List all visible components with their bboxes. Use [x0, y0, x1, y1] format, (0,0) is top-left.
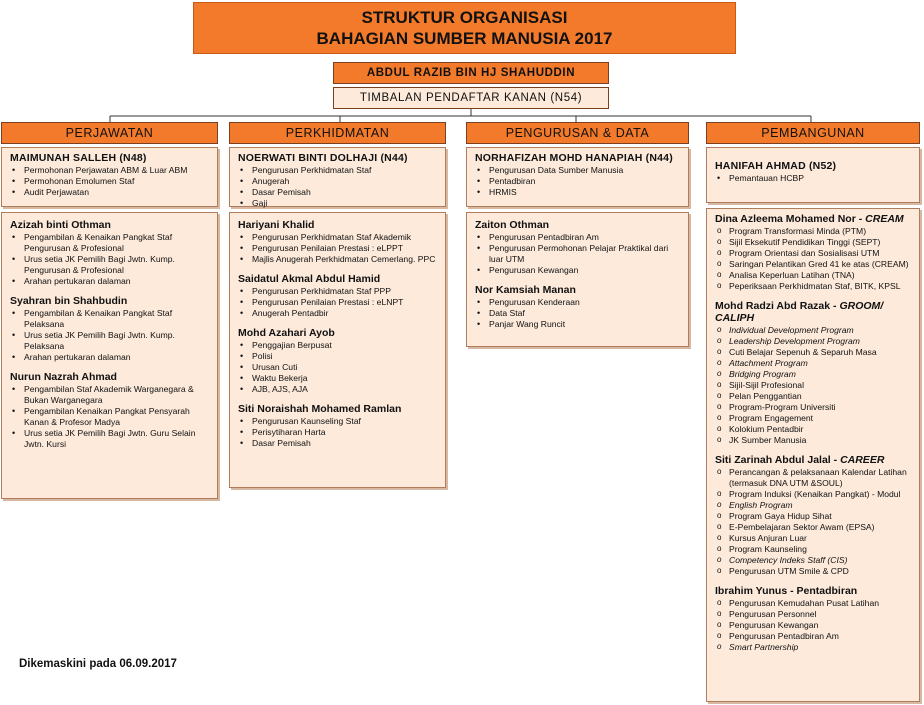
task-item: o Program Gaya Hidup Sihat	[715, 511, 913, 522]
task-item: • Anugerah Pentadbir	[238, 308, 439, 319]
task-item: • Waktu Bekerja	[238, 373, 439, 384]
task-item: • Pengambilan & Kenaikan Pangkat Staf Pelaksana	[10, 308, 211, 330]
task-item: o Peperiksaan Perkhidmatan Staf, BITK, KPSL	[715, 281, 913, 292]
task-item: • Pengurusan Penilaian Prestasi : eLNPT	[238, 297, 439, 308]
task-item: • Pengambilan Kenaikan Pangkat Pensyarah Kanan & Profesor Madya	[10, 406, 211, 428]
staff-name-text: Mohd Radzi Abd Razak	[715, 300, 831, 312]
task-item: o Perancangan & pelaksanaan Kalendar Latihan (termasuk DNA UTM &SOUL)	[715, 467, 913, 489]
director-name: ABDUL RAZIB BIN HJ SHAHUDDIN	[333, 62, 609, 84]
task-item: • Pemantauan HCBP	[715, 173, 913, 184]
task-item: • Pengurusan Permohonan Pelajar Praktikal dari luar UTM	[475, 243, 682, 265]
task-item: o Leadership Development Program	[715, 336, 913, 347]
staff-name: Hariyani Khalid	[238, 219, 315, 231]
unit-head-tasks	[10, 165, 211, 198]
task-item: o Individual Development Program	[715, 325, 913, 336]
staff-name-text: Dina Azleema Mohamed Nor	[715, 213, 856, 225]
task-item: • Arahan pertukaran dalaman	[10, 276, 211, 287]
task-item: • Urus setia JK Pemilih Bagi Jwtn. Kump. Pengurusan & Profesional	[10, 254, 211, 276]
task-item: • Majlis Anugerah Perkhidmatan Cemerlang. PPC	[238, 254, 439, 265]
staff-name: Zaiton Othman	[475, 219, 550, 231]
staff-name-text: Siti Zarinah Abdul Jalal	[715, 454, 831, 466]
task-item: o Program-Program Universiti	[715, 402, 913, 413]
task-item: • Anugerah	[238, 176, 439, 187]
task-item: • Dasar Pemisah	[238, 438, 439, 449]
staff-tasks	[715, 226, 913, 292]
staff-panel-pembangunan	[706, 208, 920, 702]
task-item: o E-Pembelajaran Sektor Awam (EPSA)	[715, 522, 913, 533]
unit-header-pengurusan-data: PENGURUSAN & DATA	[466, 122, 689, 144]
task-item: o Cuti Belajar Sepenuh & Separuh Masa	[715, 347, 913, 358]
task-item: • Polisi	[238, 351, 439, 362]
task-item: • Pengurusan Kewangan	[475, 265, 682, 276]
staff-name: Mohd Azahari Ayob	[238, 327, 335, 339]
staff-role: CREAM	[865, 213, 904, 225]
task-item: o Saringan Pelantikan Gred 41 ke atas (CREAM)	[715, 259, 913, 270]
staff-name: Syahran bin Shahbudin	[10, 295, 128, 307]
task-item: • Pengambilan & Kenaikan Pangkat Staf Pengurusan & Profesional	[10, 232, 211, 254]
unit-head-pembangunan	[706, 147, 920, 203]
staff-name: Siti Noraishah Mohamed Ramlan	[238, 403, 402, 415]
unit-head-name: MAIMUNAH SALLEH (N48)	[10, 152, 147, 164]
staff-panel-pengurusan-data	[466, 212, 689, 347]
staff-name-text: Ibrahim Yunus	[715, 585, 788, 597]
staff-tasks	[238, 340, 439, 395]
task-item: o Competency Indeks Staff (CIS)	[715, 555, 913, 566]
task-item: • Arahan pertukaran dalaman	[10, 352, 211, 363]
task-item: • Pengurusan Penilaian Prestasi : eLPPT	[238, 243, 439, 254]
task-item: • HRMIS	[475, 187, 682, 198]
last-updated-note: Dikemaskini pada 06.09.2017	[19, 658, 177, 670]
unit-head-name: HANIFAH AHMAD (N52)	[715, 160, 837, 172]
staff-tasks	[715, 467, 913, 577]
unit-header-perjawatan: PERJAWATAN	[1, 122, 218, 144]
staff-tasks	[238, 232, 439, 265]
task-item: o Pengurusan Kemudahan Pusat Latihan	[715, 598, 913, 609]
task-item: o Pengurusan UTM Smile & CPD	[715, 566, 913, 577]
staff-tasks	[10, 308, 211, 363]
unit-head-perkhidmatan	[229, 147, 446, 207]
task-item: • Audit Perjawatan	[10, 187, 211, 198]
task-item: • Urusan Cuti	[238, 362, 439, 373]
staff-panel-perjawatan	[1, 212, 218, 499]
task-item: o Attachment Program	[715, 358, 913, 369]
task-item: o Program Engagement	[715, 413, 913, 424]
staff-role: GROOM/ CALIPH	[715, 300, 884, 324]
task-item: • Pengurusan Perkhidmatan Staf Akademik	[238, 232, 439, 243]
task-item: • AJB, AJS, AJA	[238, 384, 439, 395]
task-item: o Pengurusan Personnel	[715, 609, 913, 620]
task-item: • Urus setia JK Pemilih Bagi Jwtn. Guru Selain Jwtn. Kursi	[10, 428, 211, 450]
task-item: o Pelan Penggantian	[715, 391, 913, 402]
task-item: o Bridging Program	[715, 369, 913, 380]
staff-tasks	[475, 232, 682, 276]
unit-head-name: NORHAFIZAH MOHD HANAPIAH (N44)	[475, 152, 673, 164]
task-item: o Program Orientasi dan Sosialisasi UTM	[715, 248, 913, 259]
unit-head-name: NOERWATI BINTI DOLHAJI (N44)	[238, 152, 408, 164]
task-item: o Pengurusan Pentadbiran Am	[715, 631, 913, 642]
task-item: • Pengurusan Kaunseling Staf	[238, 416, 439, 427]
task-item: o Sijil Eksekutif Pendidikan Tinggi (SEPT)	[715, 237, 913, 248]
task-item: • Panjar Wang Runcit	[475, 319, 682, 330]
task-item: • Pengurusan Perkhidmatan Staf	[238, 165, 439, 176]
staff-tasks	[238, 286, 439, 319]
unit-head-tasks	[475, 165, 682, 198]
unit-head-tasks	[238, 165, 439, 209]
staff-name: Ibrahim Yunus - Pentadbiran	[715, 585, 858, 597]
chart-title	[193, 2, 736, 54]
staff-tasks	[10, 232, 211, 287]
task-item: • Permohonan Emolumen Staf	[10, 176, 211, 187]
task-item: o Kolokium Pentadbir	[715, 424, 913, 435]
task-item: o English Program	[715, 500, 913, 511]
unit-head-perjawatan	[1, 147, 218, 207]
staff-panel-perkhidmatan	[229, 212, 446, 488]
task-item: • Pentadbiran	[475, 176, 682, 187]
staff-tasks	[715, 325, 913, 446]
task-item: • Pengambilan Staf Akademik Warganegara & Bukan Warganegara	[10, 384, 211, 406]
task-item: o Sijil-Sijil Profesional	[715, 380, 913, 391]
task-item: • Perisytiharan Harta	[238, 427, 439, 438]
task-item: o Program Induksi (Kenaikan Pangkat) - Modul	[715, 489, 913, 500]
staff-name: Siti Zarinah Abdul Jalal - CAREER	[715, 454, 885, 466]
unit-head-tasks	[715, 173, 913, 184]
staff-name: Dina Azleema Mohamed Nor - CREAM	[715, 213, 904, 225]
staff-role: Pentadbiran	[796, 585, 858, 597]
staff-name: Nurun Nazrah Ahmad	[10, 371, 117, 383]
task-item: • Permohonan Perjawatan ABM & Luar ABM	[10, 165, 211, 176]
task-item: • Gaji	[238, 198, 439, 209]
task-item: • Dasar Pemisah	[238, 187, 439, 198]
task-item: o Pengurusan Kewangan	[715, 620, 913, 631]
task-item: o Program Kaunseling	[715, 544, 913, 555]
staff-tasks	[10, 384, 211, 450]
staff-name: Saidatul Akmal Abdul Hamid	[238, 273, 381, 285]
task-item: • Penggajian Berpusat	[238, 340, 439, 351]
unit-header-pembangunan: PEMBANGUNAN	[706, 122, 920, 144]
staff-role: CAREER	[840, 454, 885, 466]
task-item: • Pengurusan Perkhidmatan Staf PPP	[238, 286, 439, 297]
task-item: o Smart Partnership	[715, 642, 913, 653]
director-role: TIMBALAN PENDAFTAR KANAN (N54)	[333, 87, 609, 109]
task-item: • Data Staf	[475, 308, 682, 319]
task-item: o Kursus Anjuran Luar	[715, 533, 913, 544]
task-item: • Pengurusan Kenderaan	[475, 297, 682, 308]
unit-header-perkhidmatan: PERKHIDMATAN	[229, 122, 446, 144]
title-line-1: STRUKTUR ORGANISASI	[361, 8, 568, 27]
unit-head-pengurusan-data	[466, 147, 689, 207]
task-item: o JK Sumber Manusia	[715, 435, 913, 446]
task-item: o Analisa Keperluan Latihan (TNA)	[715, 270, 913, 281]
staff-name: Nor Kamsiah Manan	[475, 284, 576, 296]
task-item: • Pengurusan Pentadbiran Am	[475, 232, 682, 243]
task-item: o Program Transformasi Minda (PTM)	[715, 226, 913, 237]
staff-name: Mohd Radzi Abd Razak - GROOM/ CALIPH	[715, 300, 884, 324]
staff-tasks	[715, 598, 913, 653]
task-item: • Urus setia JK Pemilih Bagi Jwtn. Kump. Pelaksana	[10, 330, 211, 352]
staff-tasks	[475, 297, 682, 330]
staff-tasks	[238, 416, 439, 449]
staff-name: Azizah binti Othman	[10, 219, 111, 231]
title-line-2: BAHAGIAN SUMBER MANUSIA 2017	[316, 29, 613, 48]
task-item: • Pengurusan Data Sumber Manusia	[475, 165, 682, 176]
